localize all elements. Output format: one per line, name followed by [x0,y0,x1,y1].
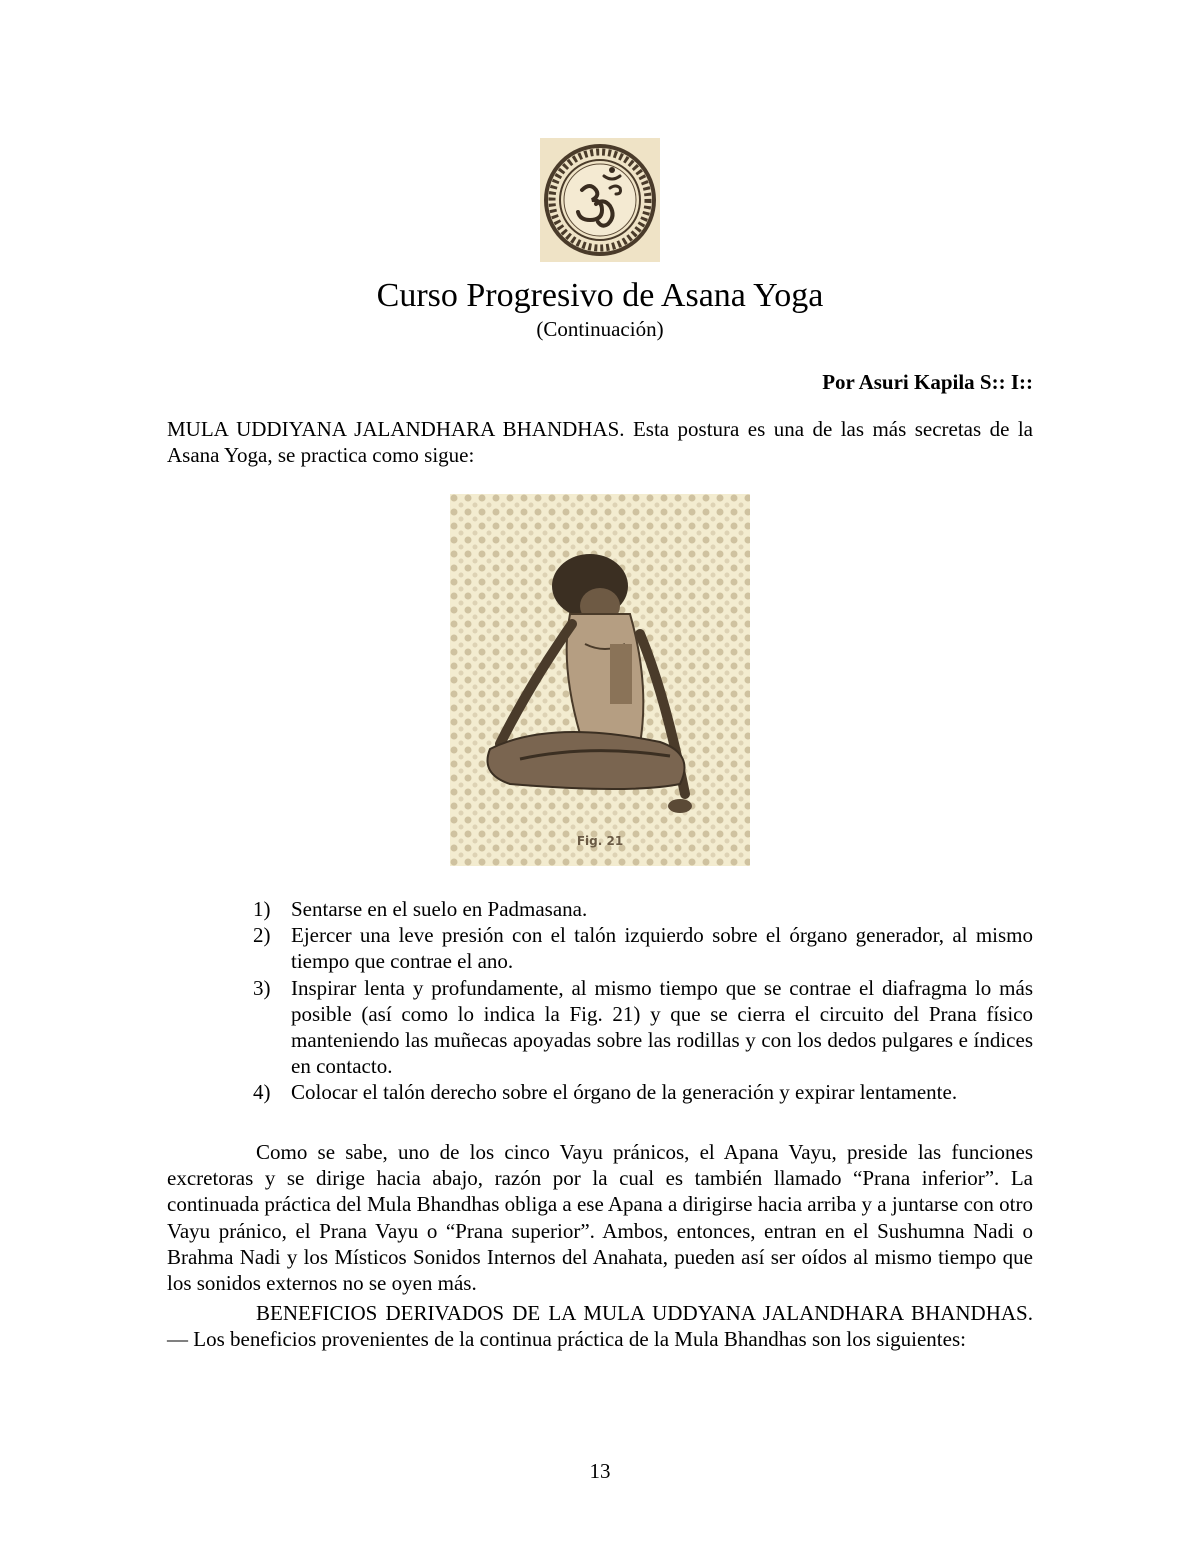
list-item-number: 1) [253,897,271,921]
list-item [253,1079,1033,1105]
list-item [253,896,1033,922]
list-item-number: 2) [253,923,271,948]
list-item-text: Inspirar lenta y profundamente, al mismo tiempo que se contrae el diafragma lo más posible (así como lo indica la Fig. 21) y que se cierra el circuito del Prana físico manteniendo las muñecas apoyadas sobre las rodillas y con los dedos pulgares e índices en contacto. [291,975,1033,1079]
list-item [253,975,1033,1080]
list-item-number: 4) [253,1080,271,1105]
page-title: Curso Progresivo de Asana Yoga [376,277,824,314]
list-item [253,922,1033,974]
page-number: 13 [589,1459,611,1483]
list-item-text: Ejercer una leve presión con el talón izquierdo sobre el órgano generador, al mismo tiempo que contrae el ano. [291,923,1033,974]
om-seal-icon [540,138,660,262]
page-subtitle: (Continuación) [536,317,664,341]
author-line: Por Asuri Kapila S:: I:: [822,370,1033,394]
list-item-text: Colocar el talón derecho sobre el órgano de la generación y expirar lentamente. [291,1080,958,1105]
seated-yogi-illustration [450,494,750,866]
steps-list [253,896,1033,1106]
figure-caption: Fig. 21 [576,834,624,848]
body-paragraph: BENEFICIOS DERIVADOS DE LA MULA UDDYANA JALANDHARA BHANDHAS.— Los beneficios provenientes de la continua práctica de la Mula Bhandhas son los siguientes: [167,1301,1033,1352]
list-item-number: 3) [253,975,271,1000]
intro-paragraph: MULA UDDIYANA JALANDHARA BHANDHAS. Esta postura es una de las más secretas de la Asana Yoga, se practica como sigue: [167,417,1033,468]
figure-21 [450,494,750,866]
list-item-text: Sentarse en el suelo en Padmasana. [291,897,588,921]
body-paragraph: Como se sabe, uno de los cinco Vayu pránicos, el Apana Vayu, preside las funciones excretoras y se dirige hacia abajo, razón por la cual es también llamado “Prana inferior”. La continuada práctica del Mula Bhandhas obliga a ese Apana a dirigirse hacia arriba y a juntarse con otro Vayu pránico, el Prana Vayu o “Prana superior”. Ambos, entonces, entran en el Sushumna Nadi o Brahma Nadi y los Místicos Sonidos Internos del Anahata, pueden así ser oídos al mismo tiempo que los sonidos externos no se oyen más. [167,1140,1033,1296]
